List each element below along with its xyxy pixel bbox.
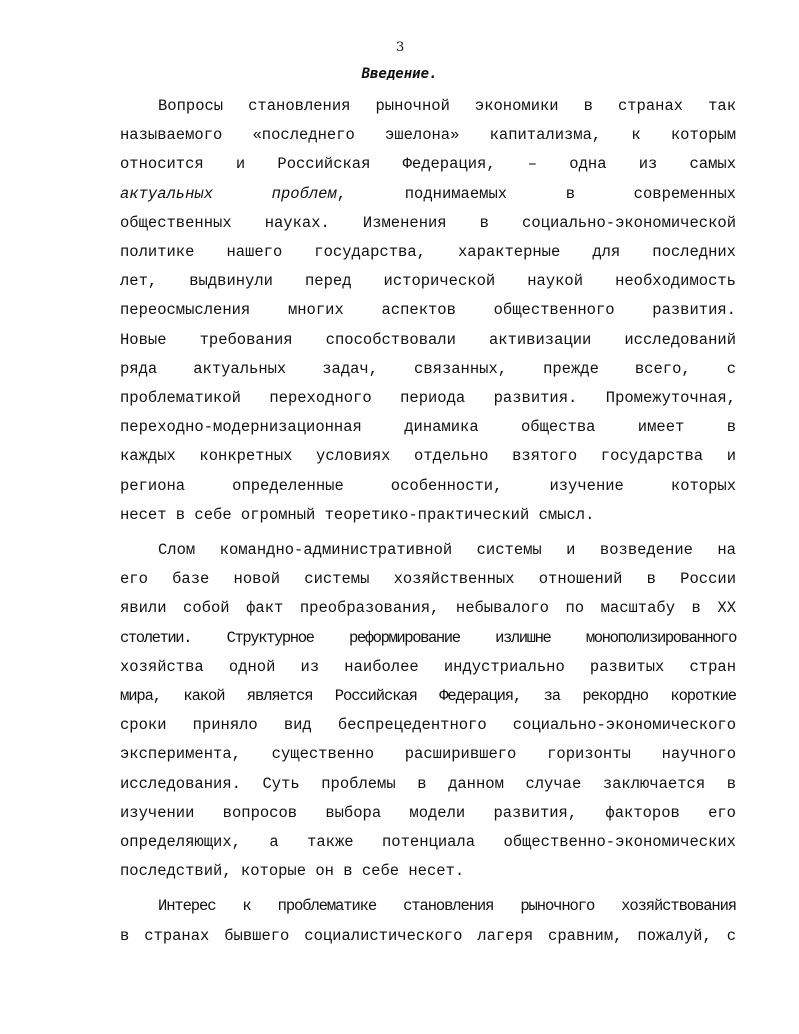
section-heading: Введение. [361,66,438,82]
body-text [120,92,736,957]
text-line-rest: , поднимаемых в современных [336,184,736,203]
paragraph-3 [120,892,736,950]
text-line: Слом командно-административной системы и возведение на [158,541,736,560]
text-line: Вопросы становления рыночной экономики в странах так [158,97,736,115]
emphasis: актуальных проблем [120,184,337,203]
text-line: общественных науках. Изменения в социально-экономической [120,213,736,232]
text-line: его базе новой системы хозяйственных отношений в России [120,570,736,589]
text-line: относится и Российская Федерация, – одна из самых [120,155,736,174]
text-line: ряда актуальных задач, связанных, прежде всего, с [120,359,736,378]
text-line [120,180,736,209]
text-line: региона определенные особенности, изучение которых [120,476,736,495]
paragraph-2 [120,536,736,886]
paragraph-1 [120,92,736,530]
text-line: эксперимента, существенно расширившего горизонты научного [120,745,736,764]
text-line: последствий, которые он в себе несет. [120,862,465,881]
text-line: определяющих, а также потенциала общественно-экономических [120,833,736,852]
text-line: изучении вопросов выбора модели развития, факторов его [120,803,736,822]
text-line: политике нашего государства, характерные для последних [120,243,736,262]
text-line: хозяйства одной из наиболее индустриально развитых стран [120,657,736,676]
text-line: каждых конкретных условиях отдельно взятого государства и [120,447,736,466]
text-line: Новые требования способствовали активизации исследований [120,330,736,349]
text-line: переходно-модернизационная динамика общества имеет в [120,418,736,437]
text-line: Интерес к проблематике становления рыночного хозяйствования [158,897,736,916]
text-line: явили собой факт преобразования, небывалого по масштабу в XX [120,599,736,618]
text-line: проблематикой переходного периода развития. Промежуточная, [120,389,736,408]
text-line: лет, выдвинули перед исторической наукой необходимость [120,272,736,291]
text-line: столетии. Структурное реформирование излишне монополизированного [120,628,736,647]
page-number: 3 [396,40,405,55]
text-line: несет в себе огромный теоретико-практический смысл. [120,505,595,524]
text-line: исследования. Суть проблемы в данном случае заключается в [120,774,736,793]
text-line: называемого «последнего эшелона» капитализма, к которым [120,126,736,145]
text-line: сроки приняло вид беспрецедентного социально-экономического [120,716,736,735]
text-line: в странах бывшего социалистического лагеря сравним, пожалуй, с [120,926,736,945]
text-line: переосмысления многих аспектов общественного развития. [120,301,736,320]
text-line: мира, какой является Российская Федерация, за рекордно короткие [120,687,736,706]
